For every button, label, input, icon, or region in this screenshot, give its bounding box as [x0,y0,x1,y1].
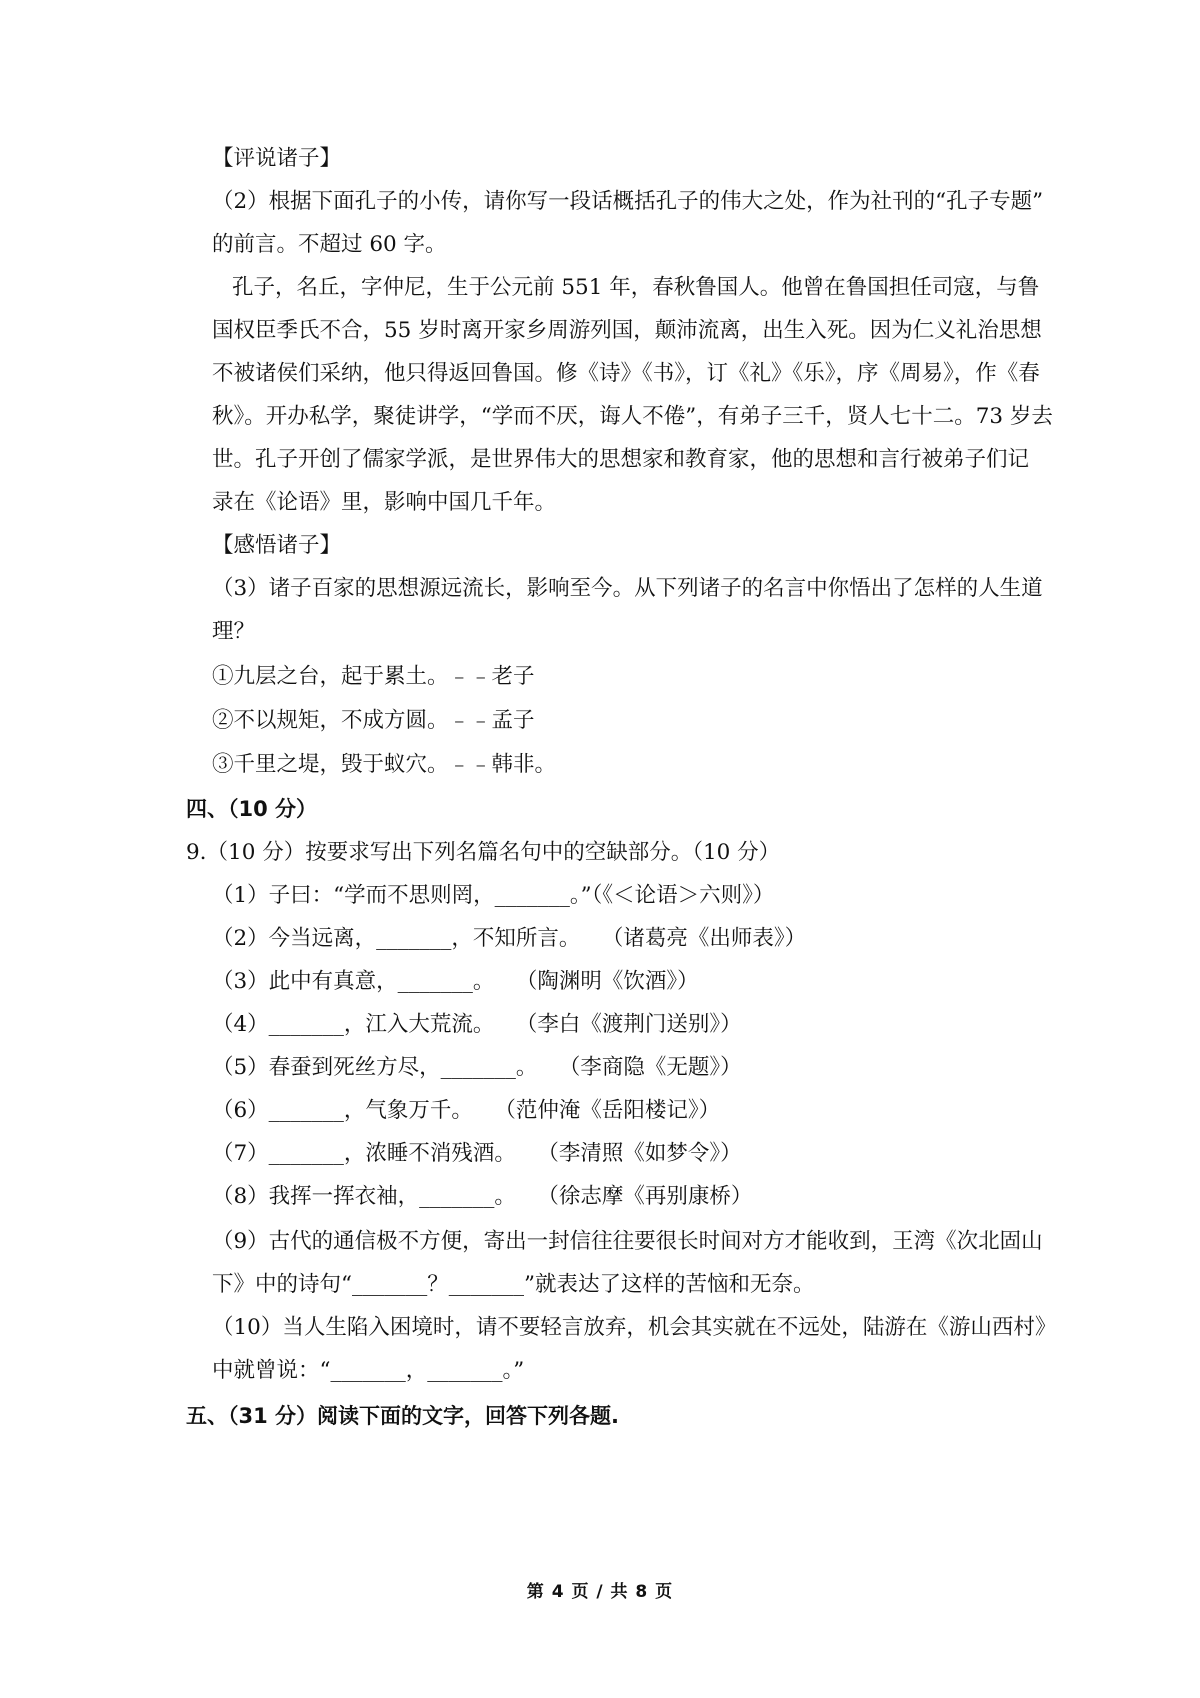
section-heading-commentary: 【评说诸子】 [212,146,342,171]
question-9: 9.（10 分）按要求写出下列名篇名句中的空缺部分。（10 分） [186,840,781,865]
fill-blank-item: （7）_______，浓睡不消残酒。 （李清照《如梦令》） [212,1141,742,1166]
bio-line: 国权臣季氏不合，55 岁时离开家乡周游列国，颠沛流离，出生入死。因为仁义礼治思想 [212,318,1042,343]
bio-line: 秋》。开办私学，聚徒讲学，“学而不厌，诲人不倦”，有弟子三千，贤人七十二。73 岁去 [212,404,1053,429]
question-2-line-1: （2）根据下面孔子的小传，请你写一段话概括孔子的伟大之处，作为社刊的“孔子专题” [212,189,1044,214]
bio-line: 世。孔子开创了儒家学派，是世界伟大的思想家和教育家，他的思想和言行被弟子们记 [212,447,1030,472]
bio-line: 不被诸侯们采纳，他只得返回鲁国。修《诗》《书》，订《礼》《乐》，序《周易》，作《春 [212,361,1040,386]
part-5-heading: 五、（31 分）阅读下面的文字，回答下列各题. [186,1404,620,1428]
fill-blank-item: （3）此中有真意，_______。 （陶渊明《饮酒》） [212,969,699,994]
question-3-line-2: 理？ [212,619,256,644]
quote-item: ①九层之台，起于累土。﹣﹣老子 [212,664,535,689]
page-footer: 第 4 页 / 共 8 页 [526,1582,674,1602]
fill-blank-item-9-line-2: 下》中的诗句“_______？_______”就表达了这样的苦恼和无奈。 [212,1272,815,1297]
fill-blank-item: （8）我挥一挥衣袖，_______。 （徐志摩《再别康桥） [212,1184,753,1209]
bio-line: 孔子，名丘，字仲尼，生于公元前 551 年，春秋鲁国人。他曾在鲁国担任司寇，与鲁 [232,275,1040,300]
fill-blank-item: （4）_______，江入大荒流。 （李白《渡荆门送别》） [212,1012,742,1037]
fill-blank-item: （6）_______，气象万千。 （范仲淹《岳阳楼记》） [212,1098,721,1123]
part-4-heading: 四、（10 分） [186,797,318,821]
quote-item: ③千里之堤，毁于蚁穴。﹣﹣韩非。 [212,752,557,777]
quote-item: ②不以规矩，不成方圆。﹣﹣孟子 [212,708,535,733]
question-2-line-2: 的前言。不超过 60 字。 [212,232,447,257]
section-heading-insight: 【感悟诸子】 [212,533,342,558]
fill-blank-item: （1）子曰：“学而不思则罔，_______。”（《＜论语＞六则》） [212,883,775,908]
question-3-line-1: （3）诸子百家的思想源远流长，影响至今。从下列诸子的名言中你悟出了怎样的人生道 [212,576,1043,601]
fill-blank-item: （2）今当远离，_______，不知所言。 （诸葛亮《出师表》） [212,926,807,951]
fill-blank-item-10-line-1: （10）当人生陷入困境时，请不要轻言放弃，机会其实就在不远处，陆游在《游山西村》 [212,1315,1057,1340]
fill-blank-item-10-line-2: 中就曾说：“_______，_______。” [212,1358,525,1383]
fill-blank-item: （5）春蚕到死丝方尽，_______。 （李商隐《无题》） [212,1055,742,1080]
fill-blank-item-9-line-1: （9）古代的通信极不方便，寄出一封信往往要很长时间对方才能收到，王湾《次北固山 [212,1229,1043,1254]
bio-line: 录在《论语》里，影响中国几千年。 [212,490,557,515]
